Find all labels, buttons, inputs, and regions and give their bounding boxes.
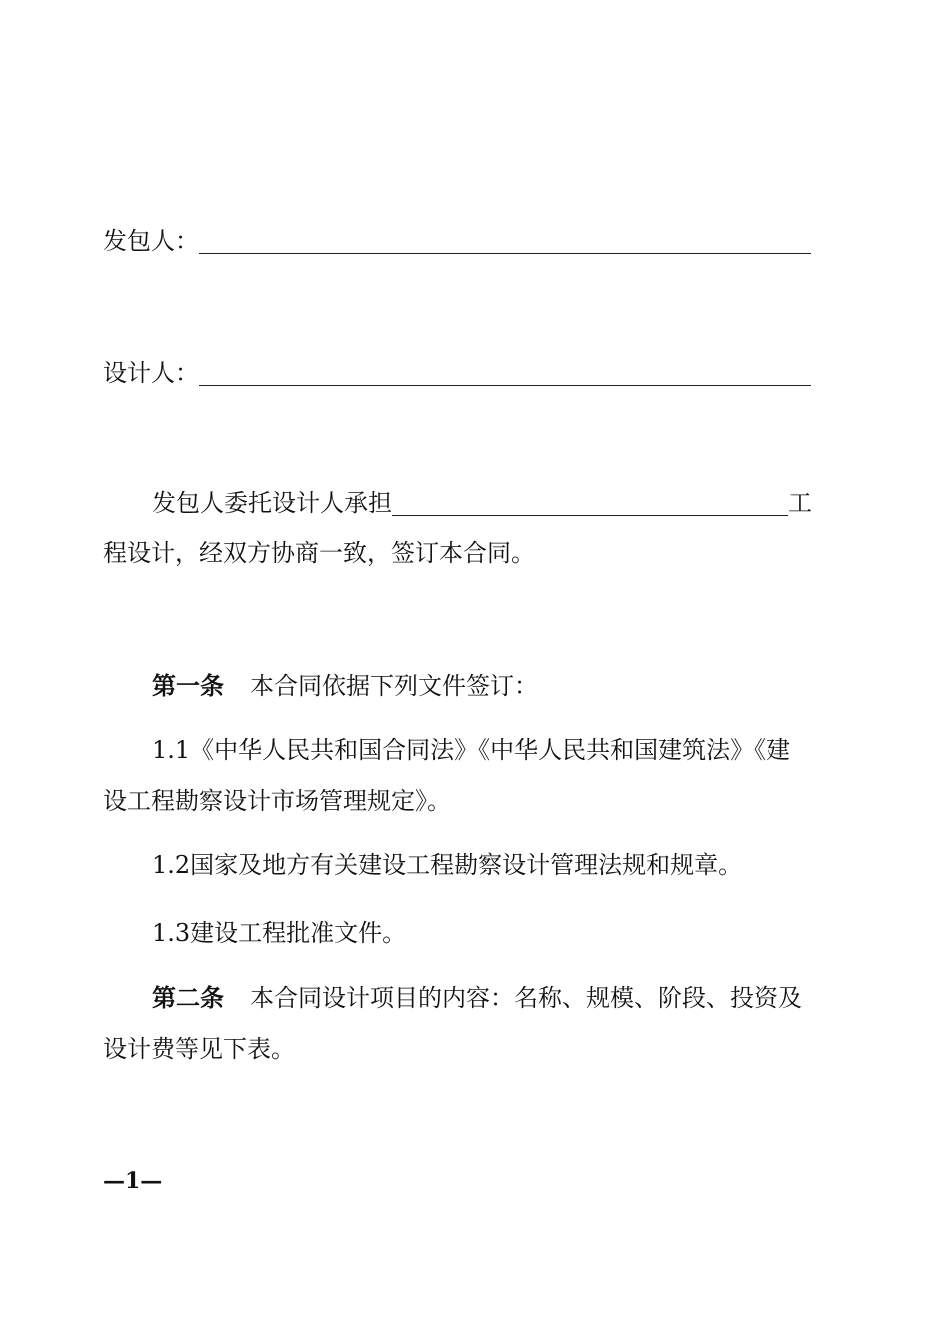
designer-row [103, 358, 811, 388]
intro-text-after: 工 [788, 489, 812, 517]
designer-label: 设计人： [103, 359, 199, 387]
article-1-heading: 第一条 [152, 671, 224, 700]
designer-blank-field[interactable] [199, 363, 811, 386]
article-1-line [152, 671, 538, 701]
article-1-item-1-line-1: 1.1《中华人民共和国合同法》《中华人民共和国建筑法》《建 [152, 736, 791, 764]
article-1-item-3: 1.3建设工程批准文件。 [152, 919, 407, 947]
article-2-text: 本合同设计项目的内容：名称、规模、阶段、投资及 [250, 984, 802, 1012]
article-1-text: 本合同依据下列文件签订： [250, 672, 538, 700]
article-1-item-2: 1.2国家及地方有关建设工程勘察设计管理法规和规章。 [152, 851, 743, 879]
article-2-line-2: 设计费等见下表。 [103, 1035, 295, 1063]
intro-line-1 [152, 488, 812, 518]
project-name-blank-field[interactable] [392, 493, 788, 516]
page-number: —1— [103, 1168, 163, 1194]
article-1-item-1-line-2: 设工程勘察设计市场管理规定》。 [103, 787, 451, 815]
employer-blank-field[interactable] [199, 231, 811, 254]
intro-text-before: 发包人委托设计人承担 [152, 489, 392, 517]
article-2-line-1 [152, 983, 802, 1013]
employer-row [103, 226, 811, 256]
employer-label: 发包人： [103, 227, 199, 255]
intro-line-2: 程设计，经双方协商一致，签订本合同。 [103, 539, 535, 567]
article-2-heading: 第二条 [152, 983, 224, 1012]
